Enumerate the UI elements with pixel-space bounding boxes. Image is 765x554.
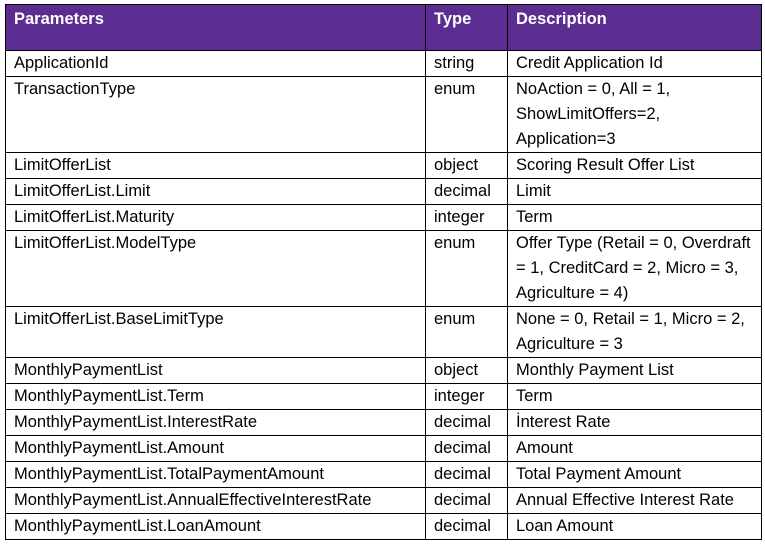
- table-row: [6, 436, 762, 462]
- table-row: [6, 307, 762, 358]
- type-cell: decimal: [426, 179, 508, 205]
- param-cell: MonthlyPaymentList.Amount: [6, 436, 426, 462]
- table-row: [6, 51, 762, 77]
- table-row: [6, 358, 762, 384]
- table-row: [6, 384, 762, 410]
- parameters-table: [5, 4, 762, 540]
- header-description: Description: [508, 5, 762, 51]
- type-cell: decimal: [426, 514, 508, 540]
- description-cell: Term: [508, 205, 762, 231]
- table-row: [6, 514, 762, 540]
- description-cell: Loan Amount: [508, 514, 762, 540]
- param-cell: MonthlyPaymentList: [6, 358, 426, 384]
- description-cell: İnterest Rate: [508, 410, 762, 436]
- type-cell: enum: [426, 231, 508, 307]
- description-cell: Total Payment Amount: [508, 462, 762, 488]
- type-cell: enum: [426, 77, 508, 153]
- type-cell: decimal: [426, 462, 508, 488]
- type-cell: integer: [426, 384, 508, 410]
- type-cell: object: [426, 153, 508, 179]
- header-parameters: Parameters: [6, 5, 426, 51]
- table-header-row: [6, 5, 762, 51]
- param-cell: MonthlyPaymentList.LoanAmount: [6, 514, 426, 540]
- table-row: [6, 462, 762, 488]
- type-cell: string: [426, 51, 508, 77]
- description-cell: Limit: [508, 179, 762, 205]
- table-row: [6, 205, 762, 231]
- description-cell: Credit Application Id: [508, 51, 762, 77]
- type-cell: enum: [426, 307, 508, 358]
- table-row: [6, 77, 762, 153]
- description-cell: Monthly Payment List: [508, 358, 762, 384]
- param-cell: MonthlyPaymentList.AnnualEffectiveInterestRate: [6, 488, 426, 514]
- param-cell: MonthlyPaymentList.TotalPaymentAmount: [6, 462, 426, 488]
- description-cell: None = 0, Retail = 1, Micro = 2, Agriculture = 3: [508, 307, 762, 358]
- type-cell: object: [426, 358, 508, 384]
- param-cell: MonthlyPaymentList.InterestRate: [6, 410, 426, 436]
- param-cell: LimitOfferList.Maturity: [6, 205, 426, 231]
- param-cell: LimitOfferList.BaseLimitType: [6, 307, 426, 358]
- description-cell: Offer Type (Retail = 0, Overdraft = 1, CreditCard = 2, Micro = 3, Agriculture = 4): [508, 231, 762, 307]
- param-cell: MonthlyPaymentList.Term: [6, 384, 426, 410]
- param-cell: LimitOfferList.Limit: [6, 179, 426, 205]
- header-type: Type: [426, 5, 508, 51]
- description-cell: Annual Effective Interest Rate: [508, 488, 762, 514]
- table-row: [6, 231, 762, 307]
- param-cell: ApplicationId: [6, 51, 426, 77]
- description-cell: NoAction = 0, All = 1, ShowLimitOffers=2, Application=3: [508, 77, 762, 153]
- param-cell: TransactionType: [6, 77, 426, 153]
- type-cell: decimal: [426, 436, 508, 462]
- type-cell: decimal: [426, 488, 508, 514]
- table-row: [6, 488, 762, 514]
- description-cell: Scoring Result Offer List: [508, 153, 762, 179]
- table-row: [6, 153, 762, 179]
- table-row: [6, 410, 762, 436]
- param-cell: LimitOfferList: [6, 153, 426, 179]
- type-cell: integer: [426, 205, 508, 231]
- description-cell: Amount: [508, 436, 762, 462]
- table-row: [6, 179, 762, 205]
- param-cell: LimitOfferList.ModelType: [6, 231, 426, 307]
- description-cell: Term: [508, 384, 762, 410]
- type-cell: decimal: [426, 410, 508, 436]
